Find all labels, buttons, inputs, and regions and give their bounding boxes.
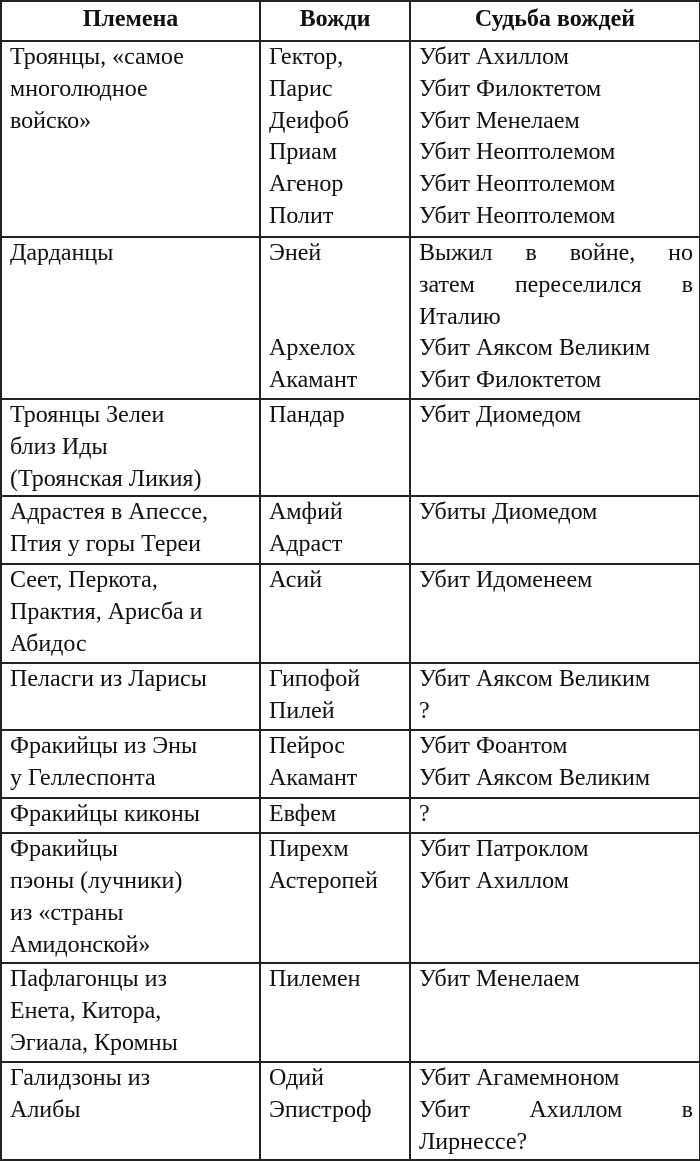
- cell-line: Эгиала, Кромны: [10, 1029, 178, 1056]
- cell-line: Алибы: [10, 1097, 81, 1124]
- fate-cell: [410, 963, 700, 1062]
- table-row: [1, 730, 700, 798]
- tribe-cell: [1, 237, 260, 399]
- fate-cell: [410, 399, 700, 496]
- cell-line: Убит Менелаем: [419, 107, 580, 134]
- cell-line: Убит Аяксом Великим: [419, 335, 651, 362]
- cell-line: Парис: [269, 75, 333, 102]
- leaders-cell: [260, 399, 410, 496]
- cell-line: Убит Менелаем: [419, 966, 580, 993]
- cell-line: [269, 302, 401, 334]
- table-row: [1, 663, 700, 730]
- tribe-cell: [1, 730, 260, 798]
- leaders-cell: [260, 1062, 410, 1160]
- cell-line: Убит Филоктетом: [419, 367, 602, 394]
- table-row: [1, 564, 700, 663]
- cell-line: Эпистроф: [269, 1097, 372, 1124]
- cell-line: Фракийцы: [10, 836, 118, 863]
- leaders-cell: [260, 833, 410, 963]
- header-leaders: Вожди: [260, 1, 410, 41]
- table-row: [1, 1062, 700, 1160]
- header-fate: Судьба вождей: [410, 1, 700, 41]
- cell-line: Гипофой: [269, 666, 361, 693]
- cell-line: Выжил в войне, но: [419, 240, 693, 266]
- cell-line: Пеласги из Ларисы: [10, 666, 207, 693]
- table-row: [1, 399, 700, 496]
- cell-line: многолюдное: [10, 75, 148, 102]
- table-row: [1, 496, 700, 564]
- table-row: [1, 41, 700, 237]
- cell-line: Одий: [269, 1065, 324, 1092]
- fate-cell: [410, 237, 700, 399]
- cell-line: Пафлагонцы из: [10, 966, 167, 993]
- cell-line: Абидос: [10, 630, 87, 657]
- tribe-cell: [1, 496, 260, 564]
- cell-line: у Геллеспонта: [10, 765, 156, 792]
- leaders-cell: [260, 730, 410, 798]
- leaders-cell: [260, 963, 410, 1062]
- fate-cell: [410, 833, 700, 963]
- cell-line: Убит Диомедом: [419, 402, 582, 428]
- cell-line: Галидзоны из: [10, 1065, 151, 1092]
- tribe-cell: [1, 564, 260, 663]
- fate-cell: [410, 663, 700, 730]
- leaders-cell: [260, 41, 410, 237]
- cell-line: Адраст: [269, 531, 343, 558]
- cell-line: Астеропей: [269, 868, 378, 895]
- cell-line: Убит Аяксом Великим: [419, 666, 651, 693]
- cell-line: Убит Неоптолемом: [419, 171, 616, 198]
- header-tribes: Племена: [1, 1, 260, 41]
- tribe-cell: [1, 833, 260, 963]
- cell-line: ?: [419, 698, 430, 725]
- cell-line: Убит Аяксом Великим: [419, 765, 651, 792]
- cell-line: затем переселился в: [419, 271, 693, 298]
- cell-line: Акамант: [269, 765, 358, 792]
- cell-line: близ Иды: [10, 433, 108, 460]
- cell-line: [269, 270, 401, 302]
- cell-line: Приам: [269, 139, 338, 166]
- tribe-cell: [1, 399, 260, 496]
- tribe-cell: [1, 963, 260, 1062]
- table-row: [1, 237, 700, 399]
- leaders-cell: [260, 496, 410, 564]
- fate-cell: [410, 798, 700, 833]
- fate-cell: [410, 1062, 700, 1160]
- cell-line: Убит Филоктетом: [419, 75, 602, 102]
- cell-line: Убит Патроклом: [419, 836, 589, 863]
- cell-line: Убиты Диомедом: [419, 499, 598, 526]
- cell-line: Убит Ахиллом в: [419, 1097, 693, 1124]
- cell-line: Сеет, Перкота,: [10, 567, 158, 594]
- cell-line: Дарданцы: [10, 240, 114, 266]
- cell-line: Асий: [269, 567, 323, 594]
- cell-line: войско»: [10, 107, 92, 134]
- tribe-cell: [1, 798, 260, 833]
- cell-line: Пейрос: [269, 733, 346, 760]
- cell-line: Пилемен: [269, 966, 361, 993]
- table-row: [1, 798, 700, 833]
- cell-line: Фракийцы киконы: [10, 801, 200, 828]
- cell-line: Гектор,: [269, 44, 344, 70]
- cell-line: Адрастея в Апессе,: [10, 499, 209, 526]
- cell-line: Птия у горы Тереи: [10, 531, 201, 558]
- cell-line: Полит: [269, 202, 334, 229]
- cell-line: Убит Ахиллом: [419, 44, 569, 70]
- cell-line: Убит Неоптолемом: [419, 202, 616, 229]
- tribe-cell: [1, 663, 260, 730]
- fate-cell: [410, 564, 700, 663]
- cell-line: Енета, Китора,: [10, 998, 162, 1025]
- cell-line: Деифоб: [269, 107, 349, 134]
- cell-line: Амидонской»: [10, 931, 151, 958]
- cell-line: Троянцы, «самое: [10, 44, 184, 70]
- cell-line: Убит Ахиллом: [419, 868, 569, 895]
- cell-line: Практия, Арисба и: [10, 599, 203, 626]
- cell-line: ?: [419, 801, 430, 828]
- cell-line: пэоны (лучники): [10, 868, 183, 895]
- cell-line: Архелох: [269, 335, 356, 362]
- cell-line: Италию: [419, 303, 501, 330]
- cell-line: Амфий: [269, 499, 343, 526]
- cell-line: Убит Агамемноном: [419, 1065, 620, 1092]
- table-row: [1, 833, 700, 963]
- tribe-cell: [1, 41, 260, 237]
- cell-line: Убит Идоменеем: [419, 567, 593, 594]
- cell-line: Пилей: [269, 698, 335, 725]
- leaders-cell: [260, 663, 410, 730]
- cell-line: Акамант: [269, 367, 358, 394]
- cell-line: Пандар: [269, 402, 345, 428]
- cell-line: Евфем: [269, 801, 337, 828]
- leaders-cell: [260, 564, 410, 663]
- leaders-cell: [260, 237, 410, 399]
- fate-cell: [410, 730, 700, 798]
- cell-line: Троянцы Зелеи: [10, 402, 165, 428]
- cell-line: Агенор: [269, 171, 344, 198]
- cell-line: Убит Фоантом: [419, 733, 568, 760]
- table-row: [1, 963, 700, 1062]
- cell-line: Убит Неоптолемом: [419, 139, 616, 166]
- leaders-cell: [260, 798, 410, 833]
- cell-line: из «страны: [10, 899, 124, 926]
- cell-line: (Троянская Ликия): [10, 465, 202, 492]
- cell-line: Эней: [269, 240, 322, 266]
- cell-line: Лирнессе?: [419, 1128, 528, 1155]
- tribe-cell: [1, 1062, 260, 1160]
- cell-line: Фракийцы из Эны: [10, 733, 198, 760]
- cell-line: Пирехм: [269, 836, 349, 863]
- header-row: [1, 1, 700, 41]
- fate-cell: [410, 41, 700, 237]
- fate-cell: [410, 496, 700, 564]
